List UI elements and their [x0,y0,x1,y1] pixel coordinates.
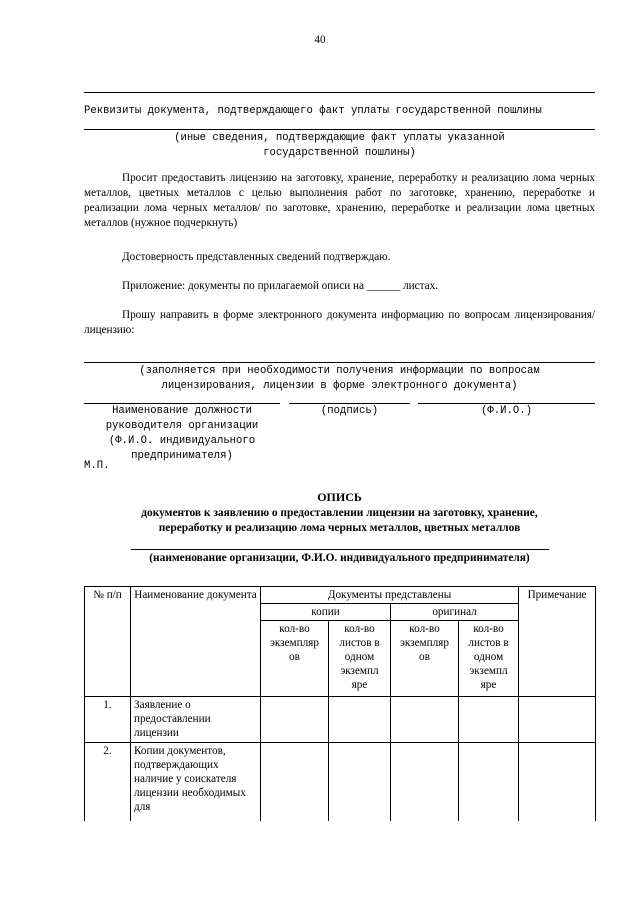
table-row [85,697,596,743]
blank-line [84,129,595,130]
empty-cell [459,743,519,821]
copies-sheets-header: кол-во листов в одном экземпл яре [329,621,391,697]
empty-cell [329,697,391,743]
fio-label: (Ф.И.О.) [481,405,532,417]
page-number: 40 [314,34,326,46]
col-original-header: оригинал [391,604,519,621]
stamp-label: М.П. [84,460,110,472]
empty-cell [391,697,459,743]
row-name: Заявление о предоставлении лицензии [131,697,261,743]
electronic-hint: (заполняется при необходимости получения информации по вопросам лицензирования, лицензии в форме электронного документа) [139,365,540,392]
empty-cell [459,697,519,743]
copies-count-header: кол-во экземпляр ов [261,621,329,697]
table-row [85,743,596,821]
col-num-header: № п/п [85,587,131,697]
original-sheets-header: кол-во листов в одном экземпл яре [459,621,519,697]
row-name: Копии документов, подтверждающих наличие у соискателя лицензии необходимых для [131,743,261,821]
confirm-paragraph: Достоверность представленных сведений подтверждаю. [122,251,391,263]
col-docs-header: Документы представлены [261,587,519,604]
empty-cell [391,743,459,821]
other-info-hint: (иные сведения, подтверждающие факт уплаты указанной государственной пошлины) [174,132,505,159]
empty-cell [329,743,391,821]
empty-cell [261,743,329,821]
payment-details-label: Реквизиты документа, подтверждающего факт уплаты государственной пошлины [84,105,542,117]
col-copies-header: копии [261,604,391,621]
row-num: 1. [85,697,131,743]
inventory-subtitle: документов к заявлению о предоставлении лицензии на заготовку, хранение, переработку и реализацию лома черных металлов, цветных металлов [141,507,538,534]
send-paragraph: Прошу направить в форме электронного документа информацию по вопросам лицензирования/ лицензию: [84,309,595,336]
signature-label: (подпись) [320,405,379,417]
col-note-header: Примечание [519,587,596,697]
blank-line [84,92,595,93]
attachment-paragraph: Приложение: документы по прилагаемой описи на ______ листах. [122,280,439,292]
org-hint: (наименование организации, Ф.И.О. индивидуального предпринимателя) [149,552,530,564]
empty-cell [519,697,596,743]
org-name-line [131,549,549,550]
inventory-table [84,586,596,821]
blank-line [84,362,595,363]
original-count-header: кол-во экземпляр ов [391,621,459,697]
inventory-title: ОПИСЬ [317,490,362,504]
col-name-header: Наименование документа [131,587,261,697]
position-label: Наименование должности руководителя организации (Ф.И.О. индивидуального предпринимателя) [105,405,259,462]
empty-cell [519,743,596,821]
empty-cell [261,697,329,743]
row-num: 2. [85,743,131,821]
request-paragraph: Просит предоставить лицензию на заготовку, хранение, переработку и реализацию лома черных металлов, цветных металлов с целью выполнения работ по заготовке, хранению, переработке и реализации лома черных металлов/ по заготовке, хранению, переработке и реализации лома цветных металлов (нужное подчеркнуть) [84,172,595,229]
